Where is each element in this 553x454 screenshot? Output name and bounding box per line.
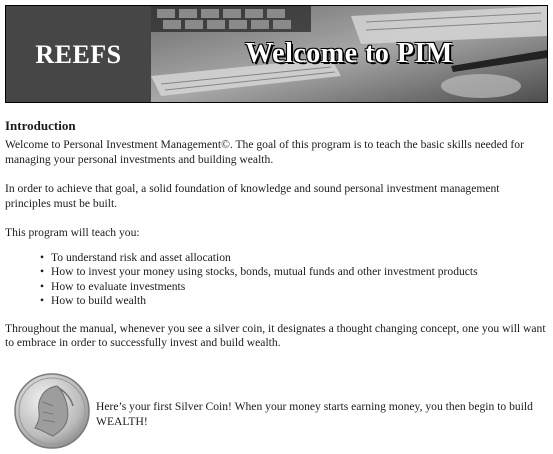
closing-paragraph: Throughout the manual, whenever you see a silver coin, it designates a thought changing concept, one you will want to embrace in order to successfully invest and build wealth. [5,321,546,349]
brand-block [6,6,151,102]
list-item: • How to invest your money using stocks, bonds, mutual funds and other investment products [51,265,548,280]
header-banner [5,5,548,103]
coin-note-text: Here’s your first Silver Coin! When your money starts earning money, you then begin to build WEALTH! [96,400,533,428]
intro-paragraph-2: In order to achieve that goal, a solid foundation of knowledge and sound personal investment management principles must be built. [5,182,500,210]
section-heading: Introduction [5,118,76,133]
intro-paragraph-1: Welcome to Personal Investment Management©. The goal of this program is to teach the basic skills needed for managing your personal investments and building wealth. [5,138,524,166]
list-item: • How to build wealth [51,294,548,309]
brand-logo-text: REEFS [35,40,122,69]
list-item: • How to evaluate investments [51,280,548,295]
main-content [5,118,548,366]
intro-paragraph-3: This program will teach you: [5,226,140,239]
topics-list [5,251,548,309]
banner-title: Welcome to PIM [245,38,453,69]
list-item: • To understand risk and asset allocation [51,251,548,266]
silver-coin-icon [13,372,91,450]
silver-coin-note [13,372,548,450]
